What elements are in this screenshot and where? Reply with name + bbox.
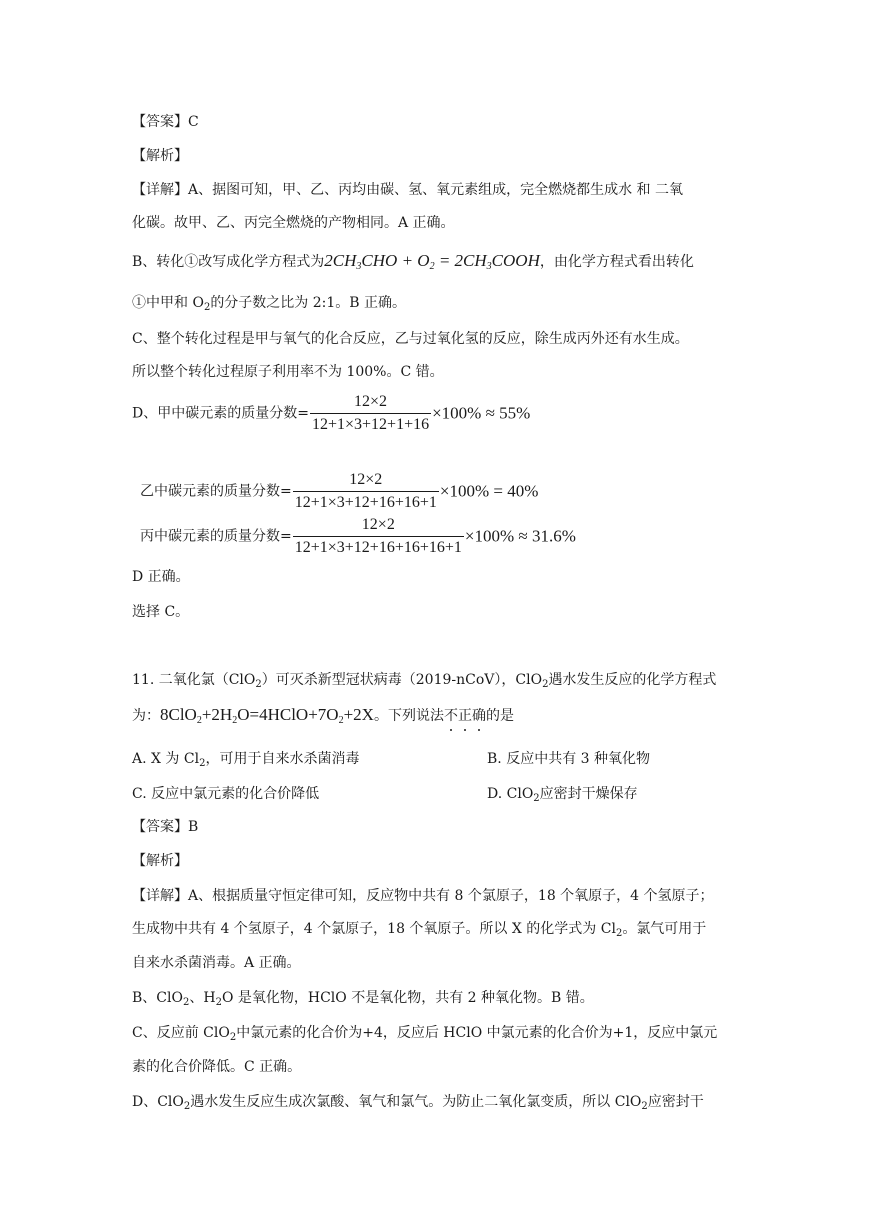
emphasis-char: 正 [457, 708, 472, 724]
result-bing: ×100% ≈ 31.6% [464, 526, 576, 546]
result-jia: ×100% ≈ 55% [432, 403, 531, 423]
option-a: A. X 为 $Cl_2$，可用于自来水杀菌消毒 [132, 751, 360, 769]
d-conclusion: D 正确。 [132, 569, 190, 585]
b-equation-line [132, 251, 694, 272]
emphasis-not-correct [444, 708, 486, 724]
d-label-jia: D、甲中碳元素的质量分数= [132, 405, 309, 422]
b-equation: $2CH_3CHO + O_2$ = $2CH_3COOH$ [324, 251, 540, 272]
d-fraction-yi [140, 470, 538, 513]
q11-detail-line-1: 【详解】A、根据质量守恒定律可知，反应物中共有 8 个氯原子，18 个氧原子，4 个氢原子； [132, 888, 714, 904]
d-label-bing: 丙中碳元素的质量分数= [140, 528, 292, 545]
q11-analysis-tag: 【解析】 [132, 853, 188, 869]
b-text-post: ，由化学方程式看出转化 [539, 254, 694, 270]
fraction-bing: $\frac{12\times 2}{12+1\times 3+12+16+16+16+1}$ [294, 516, 462, 556]
answer-tag: 【答案】 [132, 114, 188, 130]
detail-tag: 【详解】 [132, 182, 188, 198]
b-line-2: ①中甲和 $O_2$的分子数之比为 2:1。B 正确。 [132, 295, 407, 313]
option-b: B. 反应中共有 3 种氧化物 [487, 751, 650, 767]
c-line-2: 所以整个转化过程原子利用率不为 100%。C 错。 [132, 364, 444, 380]
q11-c-line-1: C、反应前 ClO$_2$中氯元素的化合价为+4，反应后 HClO 中氯元素的化合价为+1，反应中氯元 [132, 1025, 718, 1043]
d-label-yi: 乙中碳元素的质量分数= [140, 483, 292, 500]
q11-detail-line-3: 自来水杀菌消毒。A 正确。 [132, 955, 301, 971]
fraction-yi: $\frac{12\times 2}{12+1\times 3+12+16+16+1}$ [294, 471, 437, 511]
q11-answer-value: B [188, 819, 199, 835]
q11-d-line: D、ClO$_2$遇水发生反应生成次氯酸、氧气和氯气。为防止二氧化氯变质，所以 ClO$_2$应密封干 [132, 1094, 704, 1112]
detail-line-1 [132, 180, 683, 200]
option-d: D. ClO$_2$应密封干燥保存 [487, 786, 638, 804]
answer-value: C [188, 114, 199, 130]
analysis-tag: 【解析】 [132, 148, 188, 164]
d-fraction-bing [140, 515, 576, 558]
option-c: C. 反应中氯元素的化合价降低 [132, 786, 320, 802]
c-line-1: C、整个转化过程是甲与氧气的化合反应，乙与过氧化氢的反应，除生成丙外还有水生成。 [132, 331, 689, 347]
q11-detail-line-2: 生成物中共有 4 个氢原子，4 个氯原子，18 个氧原子。所以 X 的化学式为 $Cl_2$。氯气可用于 [132, 921, 707, 939]
d-fraction-jia [132, 392, 530, 435]
q11-equation: $8ClO_2+2H_2O=4HClO+7O_2+2X$ [160, 705, 374, 726]
answer-line [132, 112, 199, 132]
detail-line-2: 化碳。故甲、乙、丙完全燃烧的产物相同。A 正确。 [132, 215, 455, 231]
q11-b-line: B、ClO$_2$、$H_2O$ 是氧化物，HClO 不是氧化物，共有 2 种氧化物。B 错。 [132, 990, 594, 1008]
q11-stem-line-1: 11. 二氧化氯（ClO$_2$）可灭杀新型冠状病毒（2019-nCoV），ClO$_2$遇水发生反应的化学方程式 [132, 672, 717, 690]
b-text: B、转化①改写成化学方程式为 [132, 254, 325, 270]
q11-c-line-2: 素的化合价降低。C 正确。 [132, 1059, 302, 1075]
emphasis-char: 不 [443, 708, 458, 724]
fraction-jia: $\frac{12\times 2}{12+1\times 3+12+1+16}$ [311, 393, 430, 433]
choose-line: 选择 C。 [132, 604, 190, 620]
emphasis-char: 确 [471, 708, 486, 724]
q11-stem-line-2: 为：$8ClO_2+2H_2O=4HClO+7O_2+2X$。下列说法不正确的是 [132, 705, 514, 726]
q11-answer-line: 【答案】B [132, 819, 199, 835]
result-yi: ×100% = 40% [439, 481, 539, 501]
detail-text-a: A、据图可知，甲、乙、丙均由碳、氢、氧元素组成，完全燃烧都生成水 和 二氧 [188, 182, 684, 198]
